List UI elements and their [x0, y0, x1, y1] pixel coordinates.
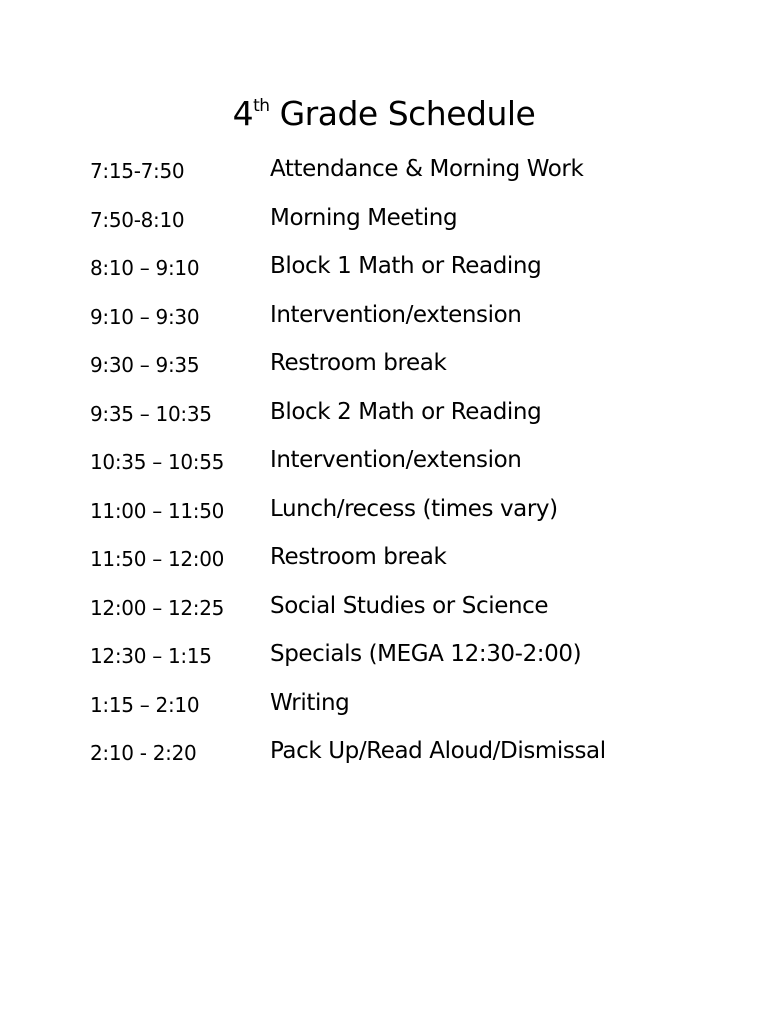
schedule-activity: Pack Up/Read Aloud/Dismissal: [270, 738, 606, 764]
schedule-time: 7:15-7:50: [90, 159, 185, 183]
title-text: Grade Schedule: [279, 94, 536, 133]
schedule-time: 9:30 – 9:35: [90, 353, 200, 377]
schedule-time: 11:00 – 11:50: [90, 498, 225, 523]
schedule-row: [0, 636, 768, 685]
schedule-table: [0, 151, 768, 782]
schedule-time: 11:50 – 12:00: [90, 547, 225, 571]
schedule-row: [0, 151, 768, 200]
schedule-time: 7:50-8:10: [90, 207, 185, 232]
schedule-time: 10:35 – 10:55: [90, 450, 225, 474]
schedule-time: 2:10 - 2:20: [90, 741, 197, 765]
schedule-activity: Block 2 Math or Reading: [270, 398, 542, 425]
schedule-row: [0, 442, 768, 491]
schedule-activity: Block 1 Math or Reading: [270, 253, 542, 279]
schedule-row: [0, 297, 768, 346]
schedule-activity: Restroom break: [270, 350, 447, 376]
title-ordinal-suffix: th: [253, 96, 270, 116]
schedule-activity: Attendance & Morning Work: [270, 156, 584, 182]
schedule-row: [0, 491, 768, 540]
schedule-activity: Lunch/recess (times vary): [270, 495, 558, 522]
schedule-activity: Intervention/extension: [270, 301, 522, 328]
schedule-time: 1:15 – 2:10: [90, 692, 200, 717]
schedule-activity: Morning Meeting: [270, 204, 458, 231]
schedule-activity: Intervention/extension: [270, 447, 522, 473]
schedule-row: [0, 345, 768, 394]
schedule-row: [0, 539, 768, 588]
schedule-activity: Specials (MEGA 12:30-2:00): [270, 641, 582, 667]
schedule-row: [0, 394, 768, 443]
schedule-activity: Writing: [270, 689, 350, 716]
schedule-row: [0, 733, 768, 782]
schedule-time: 9:35 – 10:35: [90, 401, 212, 426]
schedule-row: [0, 200, 768, 249]
schedule-time: 12:00 – 12:25: [90, 595, 225, 620]
page-title: [0, 92, 768, 136]
schedule-activity: Social Studies or Science: [270, 592, 549, 619]
schedule-time: 8:10 – 9:10: [90, 256, 200, 280]
schedule-activity: Restroom break: [270, 544, 447, 570]
schedule-row: [0, 248, 768, 297]
title-grade-number: 4: [232, 94, 254, 133]
schedule-time: 9:10 – 9:30: [90, 304, 200, 329]
schedule-row: [0, 685, 768, 734]
schedule-row: [0, 588, 768, 637]
schedule-time: 12:30 – 1:15: [90, 644, 212, 668]
